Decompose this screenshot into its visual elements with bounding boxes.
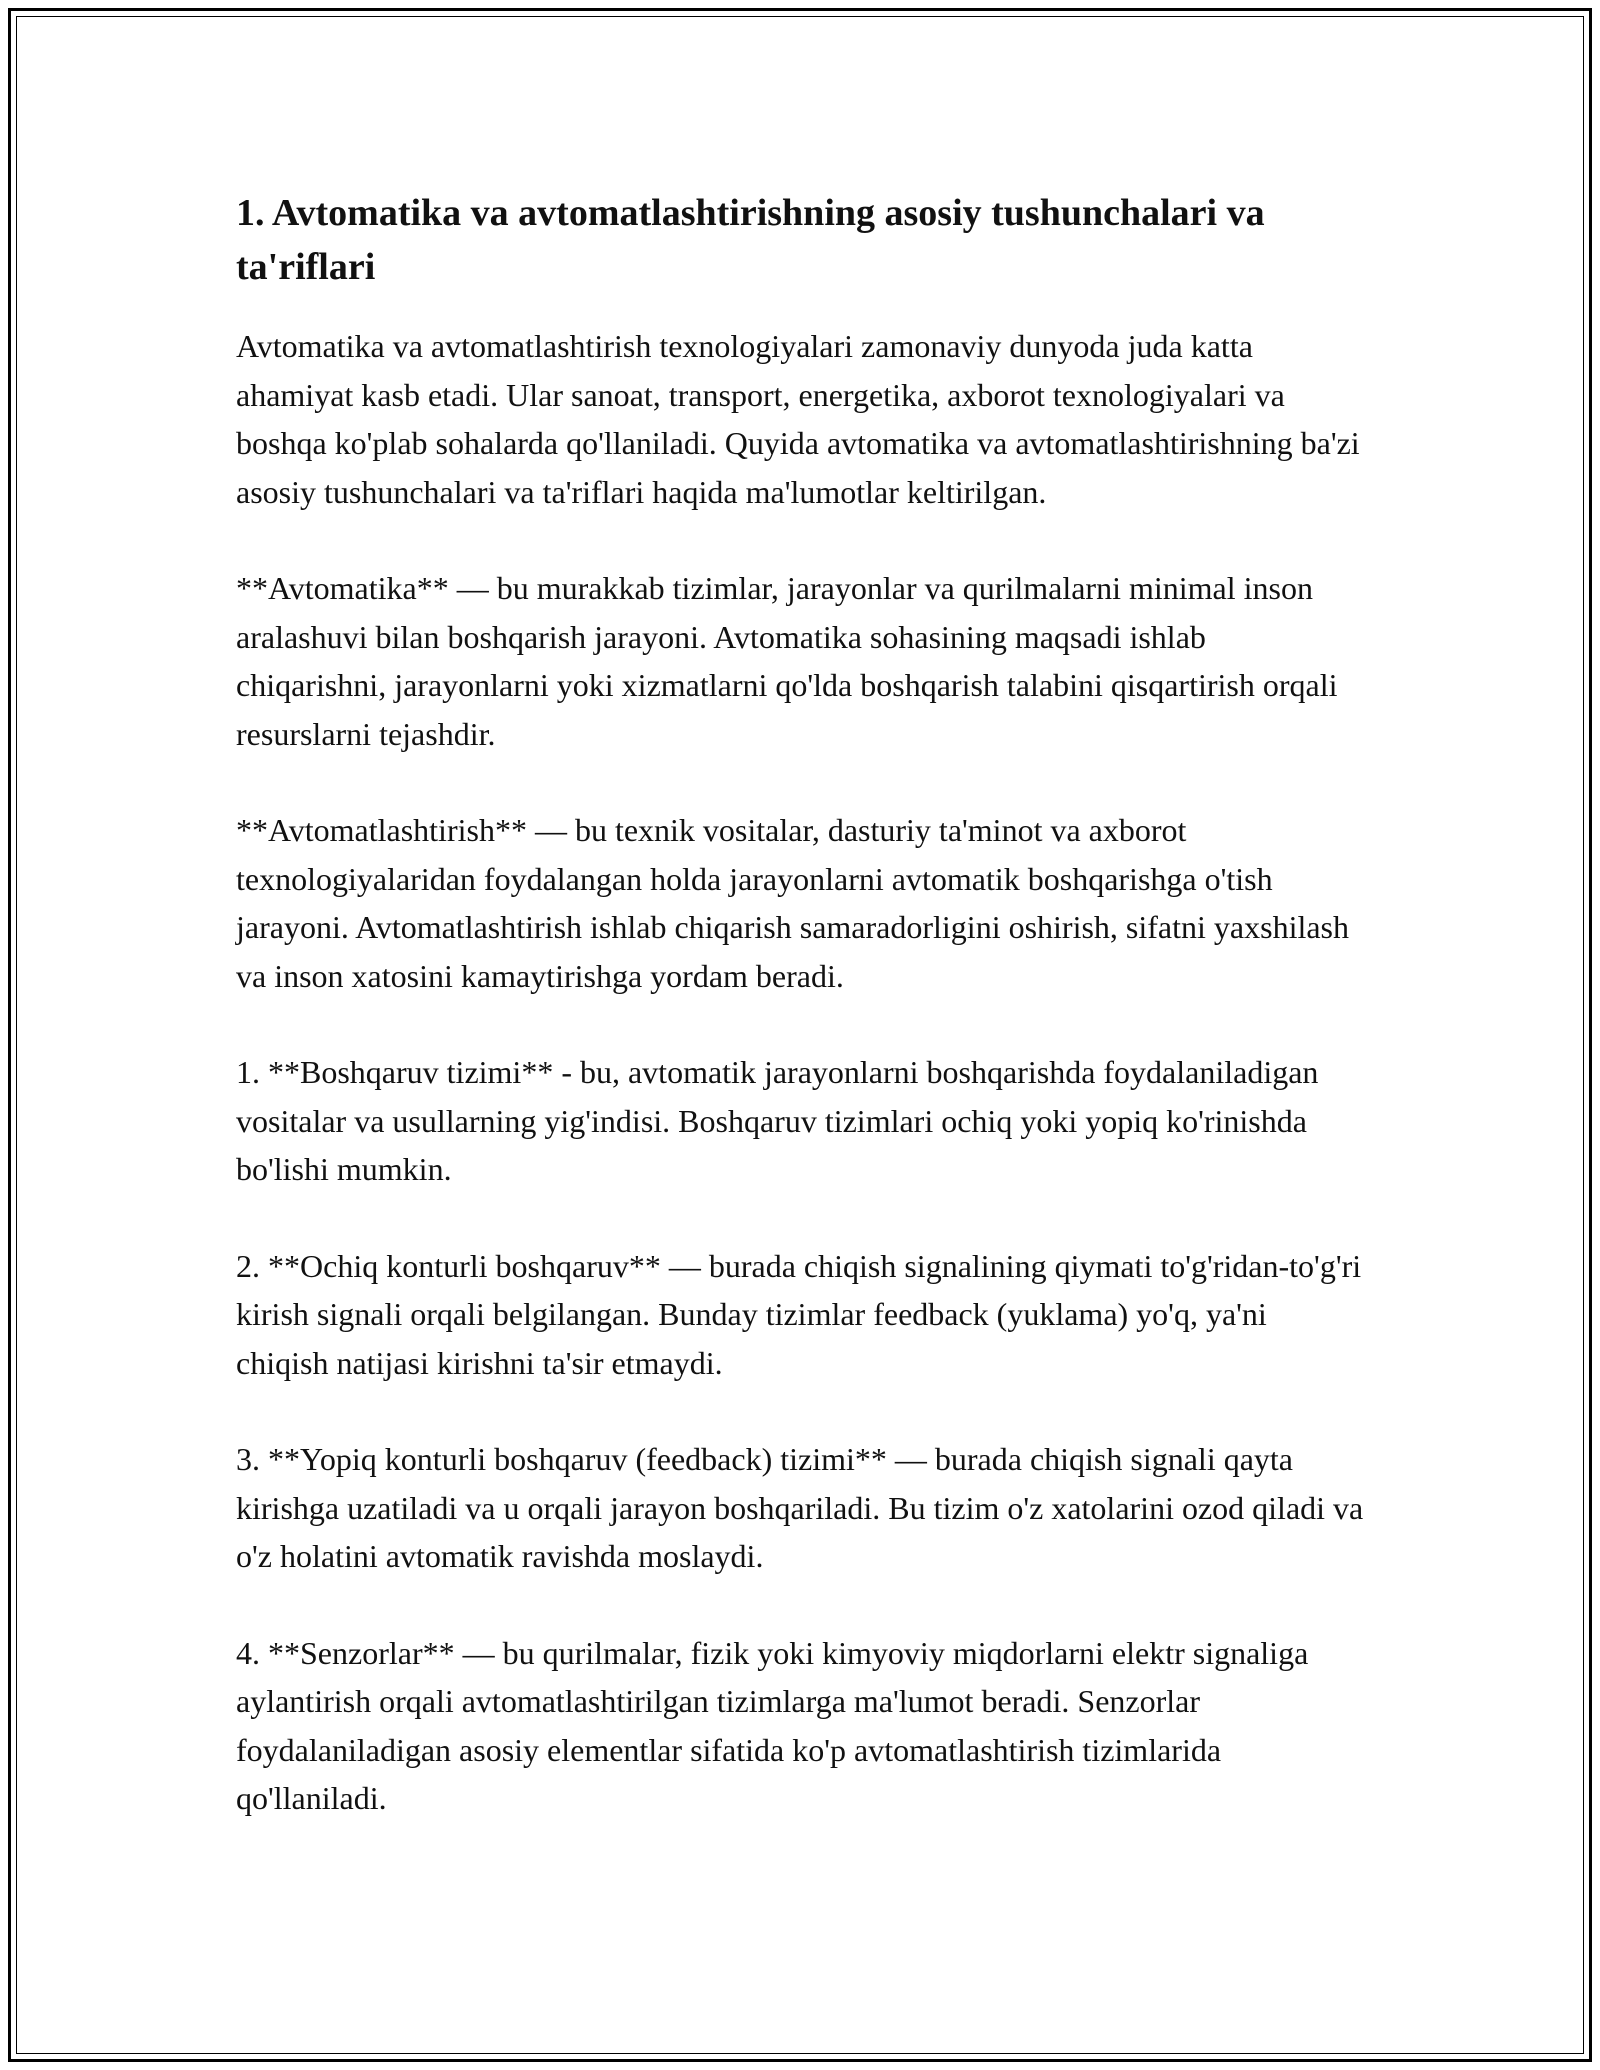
paragraph-intro: Avtomatika va avtomatlashtirish texnologiyalari zamonaviy dunyoda juda katta ahamiyat kasb etadi. Ular sanoat, transport, energetika, axborot texnologiyalari va boshqa ko'plab sohalarda qo'llaniladi. Quyida avtomatika va avtomatlashtirishning ba'zi asosiy tushunchalari va ta'riflari haqida ma'lumotlar keltirilgan. — [236, 328, 1360, 510]
list-item-senzorlar: 4. **Senzorlar** — bu qurilmalar, fizik yoki kimyoviy miqdorlarni elektr signaliga aylantirish orqali avtomatlashtirilgan tizimlarga ma'lumot beradi. Senzorlar foydalaniladigan asosiy elementlar sifatida ko'p avtomatlashtirish tizimlarida qo'llaniladi. — [236, 1634, 1309, 1816]
list-item-boshqaruv-tizimi: 1. **Boshqaruv tizimi** - bu, avtomatik jarayonlarni boshqarishda foydalaniladigan vositalar va usullarning yig'indisi. Boshqaruv tizimlari ochiq yoki yopiq ko'rinishda bo'lishi mumkin. — [236, 1054, 1319, 1187]
paragraph-avtomatika: **Avtomatika** — bu murakkab tizimlar, jarayonlar va qurilmalarni minimal inson aralashuvi bilan boshqarish jarayoni. Avtomatika sohasining maqsadi ishlab chiqarishni, jarayonlarni yoki xizmatlarni qo'lda boshqarish talabini qisqartirish orqali resurslarni tejashdir. — [236, 570, 1338, 752]
section-heading: 1. Avtomatika va avtomatlashtirishning asosiy tushunchalari va ta'riflari — [236, 192, 1265, 288]
paragraph-avtomatlashtirish: **Avtomatlashtirish** — bu texnik vositalar, dasturiy ta'minot va axborot texnologiyalaridan foydalangan holda jarayonlarni avtomatik boshqarishga o'tish jarayoni. Avtomatlashtirish ishlab chiqarish samaradorligini oshirish, sifatni yaxshilash va inson xatosini kamaytirishga yordam beradi. — [236, 812, 1349, 994]
list-item-ochiq-konturli: 2. **Ochiq konturli boshqaruv** — burada chiqish signalining qiymati to'g'ridan-to'g'ri kirish signali orqali belgilangan. Bunday tizimlar feedback (yuklama) yo'q, ya'ni chiqish natijasi kirishni ta'sir etmaydi. — [236, 1247, 1362, 1381]
list-item-yopiq-konturli: 3. **Yopiq konturli boshqaruv (feedback) tizimi** — burada chiqish signali qayta kirishga uzatiladi va u orqali jarayon boshqariladi. Bu tizim o'z xatolarini ozod qiladi va o'z holatini avtomatik ravishda moslaydi. — [236, 1441, 1364, 1574]
document-body — [236, 186, 1364, 1823]
